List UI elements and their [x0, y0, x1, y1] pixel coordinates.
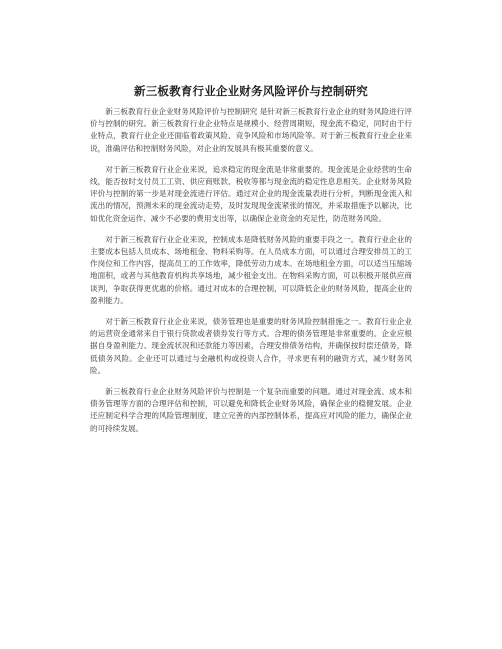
paragraph-3: 对于新三板教育行业企业来说，控制成本是降低财务风险的重要手段之一。教育行业企业的主要成本包括人员成本、场地租金、物料采购等。在人员成本方面，可以通过合理安排员工的工作岗位和工作内容，提高员工的工作效率，降低劳动力成本。在场地租金方面，可以适当压缩场地面积，或者与其他教育机构共享场地，减少租金支出。在物料采购方面，可以积极开展供应商谈判，争取获得更优惠的价格。通过对成本的合理控制，可以降低企业的财务风险，提高企业的盈利能力。 [90, 234, 412, 305]
document-title: 新三板教育行业企业财务风险评价与控制研究 [134, 84, 368, 98]
paragraph-5: 新三板教育行业企业财务风险评价与控制是一个复杂而重要的问题。通过对现金流、成本和债务管理等方面的合理评估和控制，可以避免和降低企业财务风险，确保企业的稳健发展。企业还应制定科学合理的风险管理制度，建立完善的内部控制体系，提高应对风险的能力，确保企业的可持续发展。 [90, 387, 412, 433]
paragraph-4: 对于新三板教育行业企业来说，债务管理也是重要的财务风险控制措施之一。教育行业企业的运营资金通常来自于银行贷款或者债券发行等方式。合理的债务管理是非常重要的。企业应根据自身盈利能力、现金流状况和还款能力等因素，合理安排债务结构，并确保按时偿还债务，降低债务风险。企业还可以通过与金融机构或投资人合作，寻求更有利的融资方式，减少财务风险。 [90, 317, 412, 375]
paragraph-2: 对于新三板教育行业企业来说，追求稳定的现金流是非常重要的。现金流是企业经营的生命线，能否按时支付员工工资、供应商账款、税收等都与现金流的稳定性息息相关。企业财务风险评价与控制的第一步是对现金流进行评估。通过对企业的现金流量表进行分析，判断现金流入和流出的情况，预测未来的现金流动走势，及时发现现金流紧张的情况，并采取措施予以解决，比如优化资金运作、减少不必要的费用支出等，以确保企业资金的充足性，防范财务风险。 [90, 164, 412, 223]
document-body [90, 106, 412, 444]
paragraph-1: 新三板教育行业企业财务风险评价与控制研究 是针对新三板教育行业企业的财务风险进行评价与控制的研究。新三板教育行业企业特点是规模小、经营周期短，现金流不稳定，同时由于行业特点，教育行业企业还面临着政策风险、竞争风险和市场风险等。对于新三板教育行业企业来说，准确评估和控制财务风险，对企业的发展具有极其重要的意义。 [90, 107, 412, 153]
